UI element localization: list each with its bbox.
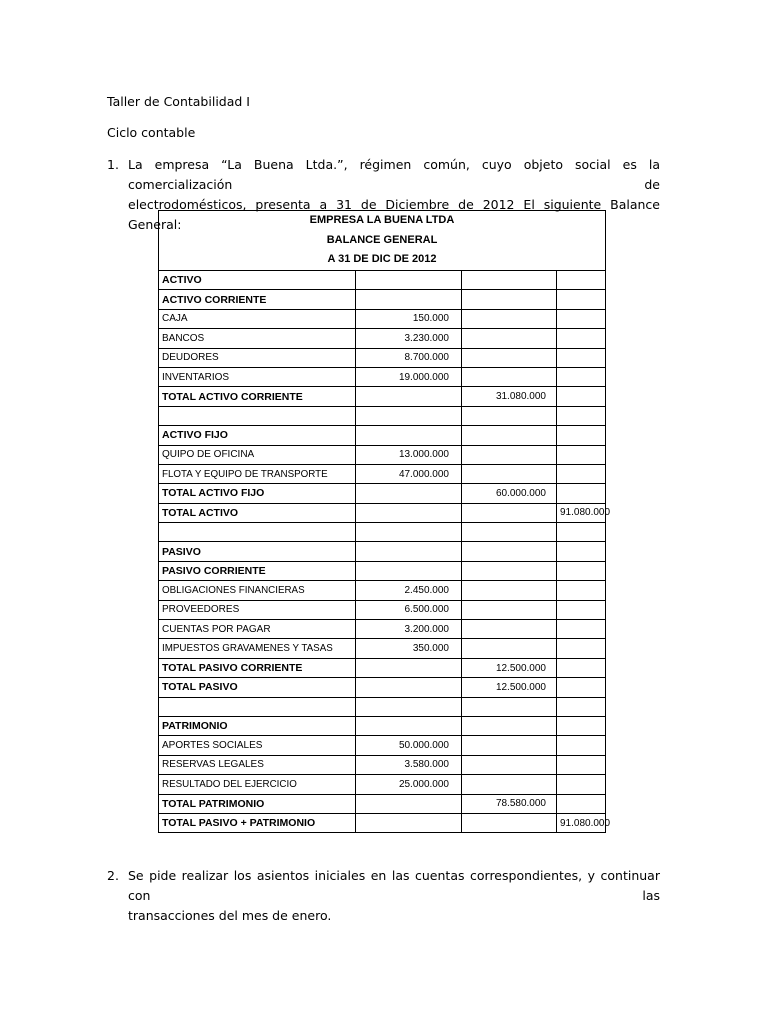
subtotal-amount — [462, 523, 557, 542]
account-label: BANCOS — [159, 329, 356, 348]
account-label: OBLIGACIONES FINANCIERAS — [159, 581, 356, 600]
detail-amount: 19.000.000 — [356, 367, 462, 386]
balance-sheet-grid — [159, 271, 611, 832]
total-amount — [557, 464, 606, 483]
detail-amount: 13.000.000 — [356, 445, 462, 464]
balance-sheet-rows — [159, 271, 611, 832]
account-label: IMPUESTOS GRAVAMENES Y TASAS — [159, 639, 356, 658]
table-row — [159, 561, 605, 580]
account-label — [159, 697, 356, 716]
account-label: TOTAL PASIVO CORRIENTE — [159, 658, 356, 677]
total-amount — [557, 678, 606, 697]
detail-amount — [356, 678, 462, 697]
total-amount — [557, 581, 606, 600]
account-label: PASIVO — [159, 542, 356, 561]
detail-amount — [356, 813, 462, 832]
account-label: TOTAL PATRIMONIO — [159, 794, 356, 813]
table-row — [159, 271, 605, 290]
total-amount — [557, 716, 606, 735]
total-amount — [557, 426, 606, 445]
account-label: ACTIVO CORRIENTE — [159, 290, 356, 309]
total-amount — [557, 523, 606, 542]
table-row — [159, 367, 605, 386]
detail-amount: 2.450.000 — [356, 581, 462, 600]
table-row — [159, 445, 605, 464]
subtotal-amount — [462, 503, 557, 522]
table-row — [159, 755, 605, 774]
total-amount — [557, 736, 606, 755]
table-row — [159, 639, 605, 658]
table-row — [159, 406, 605, 425]
detail-amount: 8.700.000 — [356, 348, 462, 367]
table-row — [159, 348, 605, 367]
subtotal-amount — [462, 348, 557, 367]
account-label: TOTAL PASIVO — [159, 678, 356, 697]
account-label — [159, 406, 356, 425]
subtotal-amount — [462, 736, 557, 755]
item-text-2-line-2: transacciones del mes de enero. — [128, 908, 332, 923]
total-amount — [557, 775, 606, 794]
total-amount: 91.080.000 — [557, 503, 606, 522]
account-label: FLOTA Y EQUIPO DE TRANSPORTE — [159, 464, 356, 483]
detail-amount — [356, 542, 462, 561]
subtotal-amount — [462, 426, 557, 445]
table-row — [159, 678, 605, 697]
detail-amount — [356, 716, 462, 735]
table-row — [159, 775, 605, 794]
subtotal-amount — [462, 755, 557, 774]
subtotal-amount — [462, 600, 557, 619]
detail-amount: 350.000 — [356, 639, 462, 658]
subtotal-amount — [462, 309, 557, 328]
detail-amount — [356, 503, 462, 522]
account-label: INVENTARIOS — [159, 367, 356, 386]
detail-amount — [356, 271, 462, 290]
total-amount — [557, 309, 606, 328]
total-amount — [557, 445, 606, 464]
total-amount — [557, 794, 606, 813]
detail-amount — [356, 484, 462, 503]
total-amount — [557, 755, 606, 774]
detail-amount — [356, 290, 462, 309]
table-row — [159, 658, 605, 677]
total-amount — [557, 658, 606, 677]
account-label: CUENTAS POR PAGAR — [159, 620, 356, 639]
table-row — [159, 464, 605, 483]
subtotal-amount: 12.500.000 — [462, 678, 557, 697]
subtotal-amount: 60.000.000 — [462, 484, 557, 503]
statement-date: A 31 DE DIC DE 2012 — [327, 253, 437, 265]
account-label: APORTES SOCIALES — [159, 736, 356, 755]
detail-amount — [356, 561, 462, 580]
total-amount — [557, 348, 606, 367]
item-text-2 — [128, 866, 660, 926]
subtotal-amount — [462, 445, 557, 464]
total-amount — [557, 387, 606, 406]
account-label: PASIVO CORRIENTE — [159, 561, 356, 580]
total-amount — [557, 367, 606, 386]
account-label: ACTIVO — [159, 271, 356, 290]
table-row — [159, 484, 605, 503]
detail-amount — [356, 406, 462, 425]
detail-amount — [356, 387, 462, 406]
account-label: TOTAL ACTIVO FIJO — [159, 484, 356, 503]
account-label — [159, 523, 356, 542]
subtotal-amount — [462, 406, 557, 425]
total-amount — [557, 620, 606, 639]
subtotal-amount — [462, 581, 557, 600]
detail-amount: 47.000.000 — [356, 464, 462, 483]
detail-amount: 3.580.000 — [356, 755, 462, 774]
detail-amount — [356, 794, 462, 813]
subtotal-amount: 12.500.000 — [462, 658, 557, 677]
document-subtitle: Ciclo contable — [107, 125, 196, 140]
subtotal-amount — [462, 813, 557, 832]
account-label: RESULTADO DEL EJERCICIO — [159, 775, 356, 794]
total-amount — [557, 542, 606, 561]
detail-amount: 150.000 — [356, 309, 462, 328]
total-amount — [557, 271, 606, 290]
table-row — [159, 503, 605, 522]
table-row — [159, 387, 605, 406]
subtotal-amount — [462, 329, 557, 348]
company-name: EMPRESA LA BUENA LTDA — [309, 214, 455, 226]
total-amount — [557, 329, 606, 348]
subtotal-amount — [462, 464, 557, 483]
subtotal-amount: 78.580.000 — [462, 794, 557, 813]
table-row — [159, 542, 605, 561]
total-amount — [557, 600, 606, 619]
item-number-1: 1. — [107, 157, 119, 172]
item-text-2-line-1: Se pide realizar los asientos iniciales en las cuentas correspondientes, y continuar con las — [128, 868, 660, 903]
item-text-1-line-2: electrodomésticos, presenta a 31 de Diciembre de 2012 El siguiente Balance General: — [128, 197, 660, 232]
table-row — [159, 716, 605, 735]
table-row — [159, 794, 605, 813]
subtotal-amount — [462, 639, 557, 658]
subtotal-amount: 31.080.000 — [462, 387, 557, 406]
subtotal-amount — [462, 620, 557, 639]
account-label: RESERVAS LEGALES — [159, 755, 356, 774]
total-amount: 91.080.000 — [560, 817, 611, 829]
detail-amount — [356, 523, 462, 542]
detail-amount: 3.230.000 — [356, 329, 462, 348]
table-row — [159, 697, 605, 716]
total-amount — [557, 697, 606, 716]
balance-sheet-header — [159, 211, 605, 271]
detail-amount: 25.000.000 — [356, 775, 462, 794]
table-row — [159, 309, 605, 328]
account-label: PATRIMONIO — [159, 716, 356, 735]
detail-amount: 50.000.000 — [356, 736, 462, 755]
table-row — [159, 620, 605, 639]
detail-amount — [356, 697, 462, 716]
detail-amount — [356, 658, 462, 677]
total-amount — [557, 561, 606, 580]
account-label: TOTAL ACTIVO CORRIENTE — [159, 387, 356, 406]
table-row — [159, 290, 605, 309]
detail-amount: 6.500.000 — [356, 600, 462, 619]
item-number-2: 2. — [107, 868, 119, 883]
statement-name: BALANCE GENERAL — [326, 233, 438, 246]
account-label: TOTAL PASIVO + PATRIMONIO — [159, 813, 356, 832]
account-label: CAJA — [159, 309, 356, 328]
table-row — [159, 736, 605, 755]
subtotal-amount — [462, 697, 557, 716]
table-row — [159, 813, 605, 832]
detail-amount — [356, 426, 462, 445]
table-row — [159, 600, 605, 619]
table-row — [159, 426, 605, 445]
subtotal-amount — [462, 775, 557, 794]
subtotal-amount — [462, 271, 557, 290]
table-row — [159, 581, 605, 600]
table-row — [159, 523, 605, 542]
subtotal-amount — [462, 367, 557, 386]
detail-amount: 3.200.000 — [356, 620, 462, 639]
subtotal-amount — [462, 542, 557, 561]
total-amount — [557, 290, 606, 309]
item-text-1-line-1: La empresa “La Buena Ltda.”, régimen común, cuyo objeto social es la comercialización de — [128, 157, 660, 192]
account-label: QUIPO DE OFICINA — [159, 445, 356, 464]
balance-sheet-table — [158, 210, 611, 833]
account-label: PROVEEDORES — [159, 600, 356, 619]
subtotal-amount — [462, 290, 557, 309]
table-row — [159, 329, 605, 348]
account-label: DEUDORES — [159, 348, 356, 367]
total-amount — [557, 484, 606, 503]
account-label: TOTAL ACTIVO — [159, 503, 356, 522]
account-label: ACTIVO FIJO — [159, 426, 356, 445]
total-amount — [557, 406, 606, 425]
total-amount — [557, 639, 606, 658]
subtotal-amount — [462, 716, 557, 735]
subtotal-amount — [462, 561, 557, 580]
document-title: Taller de Contabilidad I — [107, 94, 250, 109]
